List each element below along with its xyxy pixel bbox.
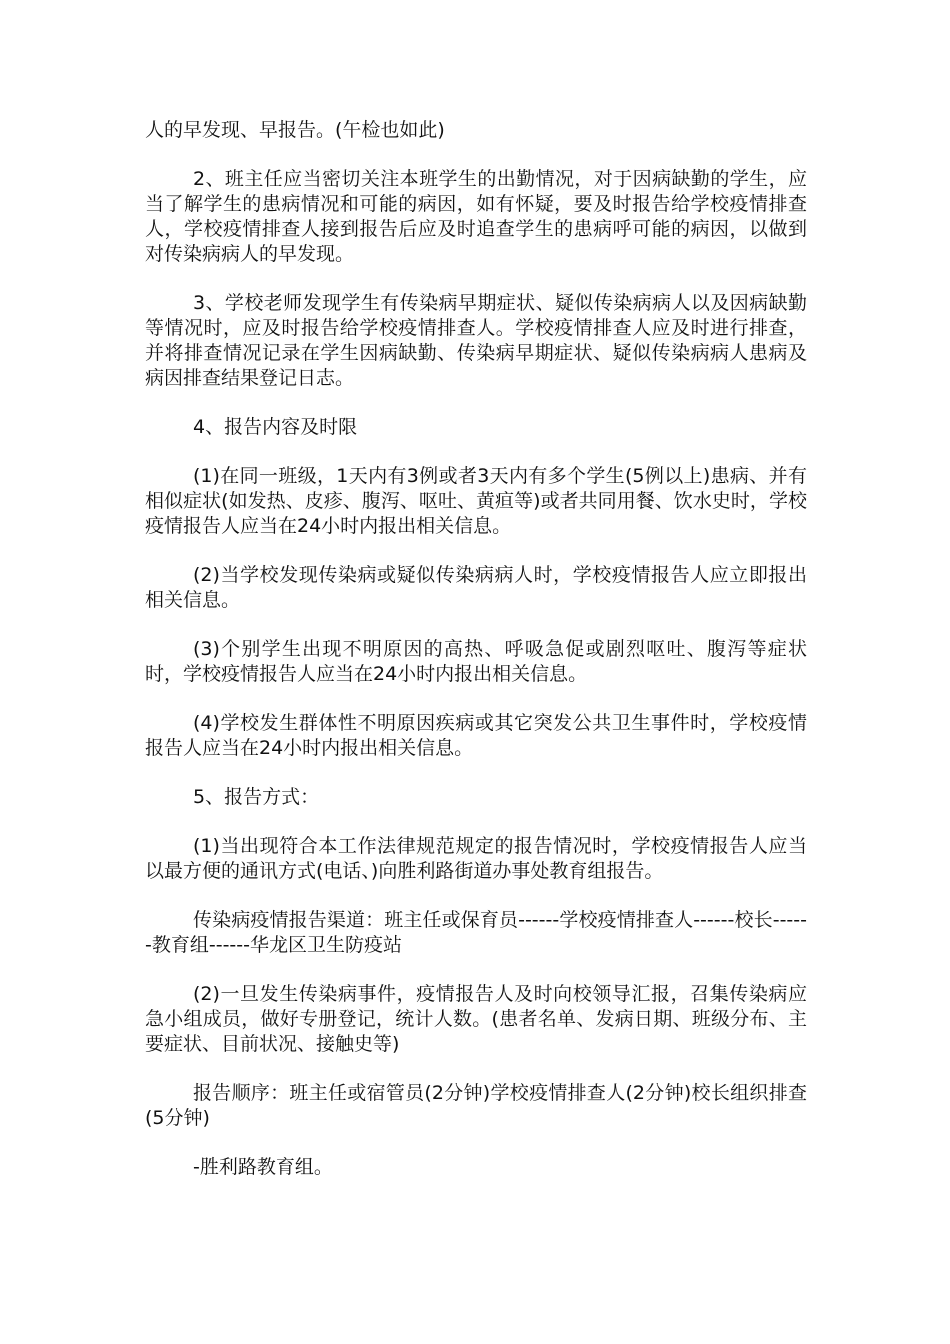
paragraph-4-4: (4)学校发生群体性不明原因疾病或其它突发公共卫生事件时，学校疫情报告人应当在24小时内报出相关信息。	[145, 712, 807, 759]
report-order: 报告顺序：班主任或宿管员(2分钟)学校疫情排查人(2分钟)校长组织排查(5分钟)	[145, 1082, 807, 1129]
paragraph-1: 人的早发现、早报告。(午检也如此)	[145, 119, 445, 141]
document-body	[145, 118, 807, 1204]
paragraph-4-1: (1)在同一班级，1天内有3例或者3天内有多个学生(5例以上)患病、并有相似症状(如发热、皮疹、腹泻、呕吐、黄疸等)或者共同用餐、饮水史时，学校疫情报告人应当在24小时内报出相关信息。	[145, 465, 807, 537]
paragraph-2: 2、班主任应当密切关注本班学生的出勤情况，对于因病缺勤的学生，应当了解学生的患病情况和可能的病因，如有怀疑，要及时报告给学校疫情排查人，学校疫情排查人接到报告后应及时追查学生的患病呼可能的病因，以做到对传染病病人的早发现。	[145, 168, 807, 265]
closing-line: -胜利路教育组。	[193, 1156, 333, 1178]
paragraph-4-2: (2)当学校发现传染病或疑似传染病病人时，学校疫情报告人应立即报出相关信息。	[145, 564, 807, 611]
section-heading-5: 5、报告方式：	[193, 786, 320, 808]
paragraph-4-3: (3)个别学生出现不明原因的高热、呼吸急促或剧烈呕吐、腹泻等症状时，学校疫情报告人应当在24小时内报出相关信息。	[145, 638, 807, 685]
report-channel: 传染病疫情报告渠道：班主任或保育员------学校疫情排查人------校长------教育组------华龙区卫生防疫站	[145, 909, 807, 956]
section-heading-4: 4、报告内容及时限	[193, 416, 358, 438]
paragraph-5-2: (2)一旦发生传染病事件，疫情报告人及时向校领导汇报，召集传染病应急小组成员，做好专册登记，统计人数。(患者名单、发病日期、班级分布、主要症状、目前状况、接触史等)	[145, 983, 807, 1055]
paragraph-5-1: (1)当出现符合本工作法律规范规定的报告情况时，学校疫情报告人应当以最方便的通讯方式(电话、)向胜利路街道办事处教育组报告。	[145, 835, 807, 882]
paragraph-3: 3、学校老师发现学生有传染病早期症状、疑似传染病病人以及因病缺勤等情况时，应及时报告给学校疫情排查人。学校疫情排查人应及时进行排查，并将排查情况记录在学生因病缺勤、传染病早期症状、疑似传染病病人患病及病因排查结果登记日志。	[145, 292, 807, 389]
